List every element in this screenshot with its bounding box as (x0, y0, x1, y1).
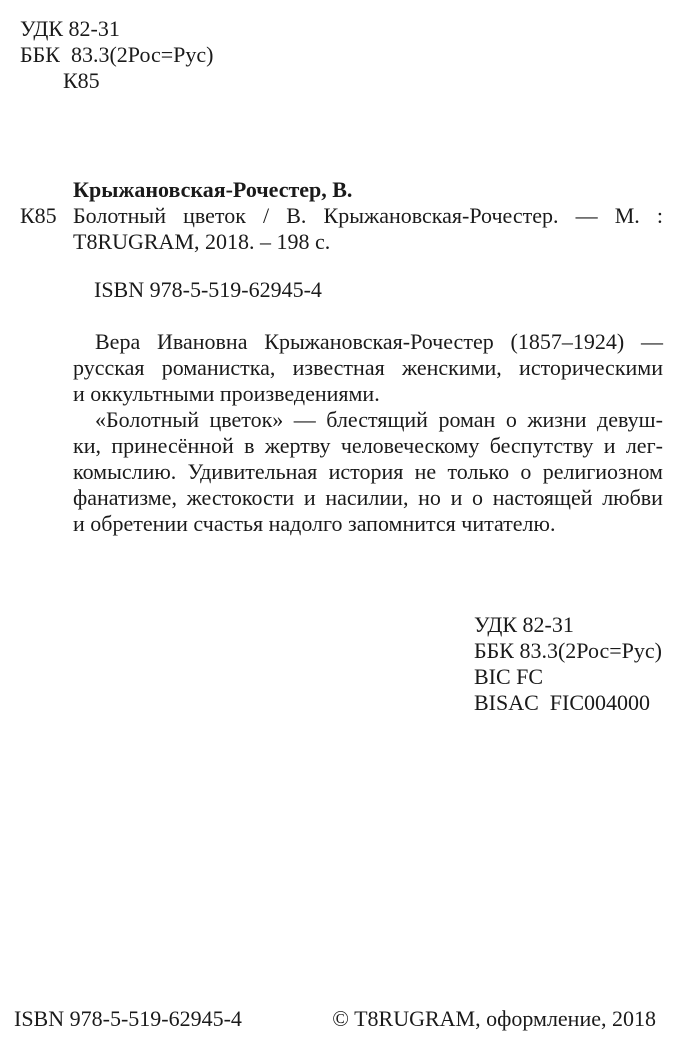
annotation-word: о (472, 485, 484, 510)
annotation-word: известная (292, 355, 385, 380)
annotation-word: Крыжановская-Рочестер (264, 329, 494, 354)
author-heading: Крыжановская-Рочестер, В. (73, 177, 353, 202)
annotation-word: человеческому (340, 433, 480, 458)
annotation-word: жестокости (186, 485, 295, 510)
bibliographic-record (73, 203, 663, 255)
annotation-word: — (293, 407, 316, 432)
author-mark: К85 (63, 68, 100, 93)
annotation-word: «Болотный (95, 407, 199, 432)
title-word: Болотный (73, 203, 166, 228)
title-word: — (575, 203, 598, 228)
publisher-line: T8RUGRAM, 2018. – 198 с. (73, 229, 331, 254)
title-word: : (656, 203, 663, 228)
footer-isbn: ISBN 978-5-519-62945-4 (14, 1006, 242, 1031)
annotation-word: фанатизме, (73, 485, 177, 510)
annotation-word: блестящий (326, 407, 428, 432)
annotation-word: настоящей (492, 485, 593, 510)
title-word: В. (286, 203, 307, 228)
bbk-code: ББК 83.3(2Рос=Рус) (474, 638, 662, 663)
annotation-word: жизни (527, 407, 587, 432)
annotation-word: религиозном (542, 459, 663, 484)
annotation-word: (1857–1924) (510, 329, 625, 354)
isbn: ISBN 978-5-519-62945-4 (94, 277, 322, 302)
annotation-word: насилии, (325, 485, 409, 510)
footer-copyright: © T8RUGRAM, оформление, 2018 (332, 1006, 656, 1031)
annotation-word: Ивановна (157, 329, 248, 354)
annotation-word: жертву (264, 433, 331, 458)
annotation (73, 329, 663, 537)
annotation-word: о (520, 459, 532, 484)
title-word: / (263, 203, 270, 228)
record-author-mark: К85 (20, 203, 57, 228)
annotation-word: и (603, 433, 616, 458)
annotation-word: и (450, 485, 463, 510)
annotation-word: роман (438, 407, 496, 432)
annotation-word: и обретении счастья надолго запомнится читателю. (73, 511, 556, 536)
annotation-word: о (505, 407, 517, 432)
annotation-word: только (447, 459, 510, 484)
annotation-line (73, 459, 663, 485)
right-classification (474, 612, 662, 716)
annotation-word: история (328, 459, 404, 484)
annotation-word: не (414, 459, 437, 484)
annotation-word: — (640, 329, 663, 354)
annotation-word: и (303, 485, 316, 510)
bic-code: BIC FC (474, 664, 544, 689)
top-classification (20, 16, 214, 94)
annotation-line (73, 407, 663, 433)
udk-code: УДК 82-31 (474, 612, 574, 637)
annotation-word: цветок» (209, 407, 284, 432)
annotation-word: историческими (519, 355, 663, 380)
annotation-line (73, 355, 663, 381)
annotation-word: лег- (625, 433, 663, 458)
annotation-word: ки, (73, 433, 101, 458)
annotation-word: принесённой (111, 433, 234, 458)
annotation-word: Вера (95, 329, 141, 354)
annotation-word: женскими, (401, 355, 502, 380)
annotation-word: комыслию. (73, 459, 177, 484)
title-word: цветок (183, 203, 246, 228)
annotation-line (73, 329, 663, 355)
title-word: Крыжановская-Рочестер. (323, 203, 559, 228)
bbk-code: ББК 83.3(2Рос=Рус) (20, 42, 214, 67)
annotation-word: любви (602, 485, 663, 510)
annotation-line (73, 485, 663, 511)
annotation-word: романистка, (161, 355, 276, 380)
annotation-word: девуш- (597, 407, 663, 432)
annotation-word: и оккультными произведениями. (73, 381, 380, 406)
annotation-word: Удивительная (187, 459, 318, 484)
title-line (73, 203, 663, 229)
annotation-word: в (244, 433, 255, 458)
bisac-code: BISAC FIC004000 (474, 690, 651, 715)
annotation-word: но (418, 485, 441, 510)
annotation-line (73, 511, 663, 537)
annotation-word: беспутству (489, 433, 594, 458)
udk-code: УДК 82-31 (20, 16, 120, 41)
annotation-line (73, 433, 663, 459)
annotation-word: русская (73, 355, 145, 380)
title-word: М. (614, 203, 640, 228)
annotation-line (73, 381, 663, 407)
